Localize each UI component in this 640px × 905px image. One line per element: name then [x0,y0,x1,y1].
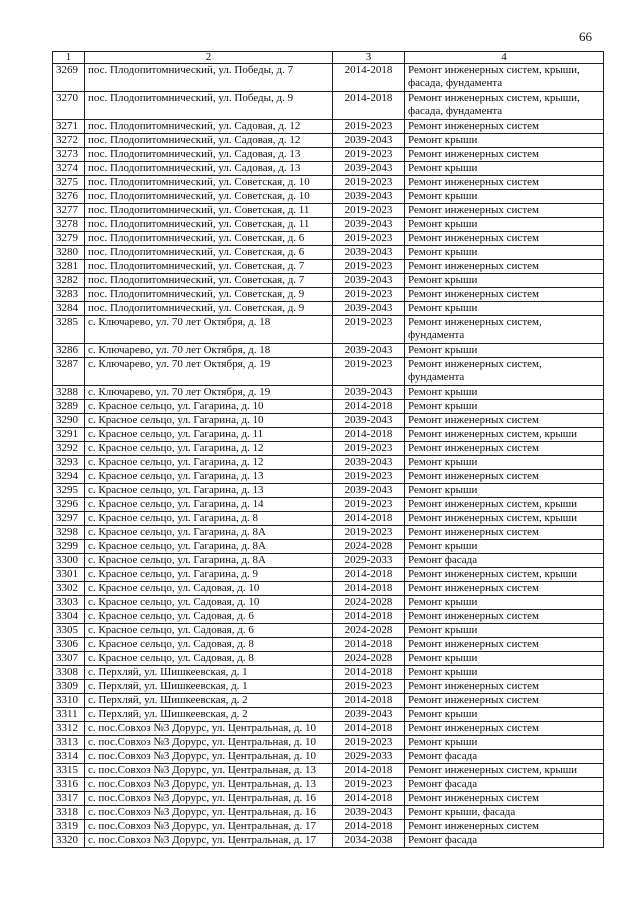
work-type-cell: Ремонт крыши [405,344,604,358]
address-cell: пос. Плодопитомнический, ул. Советская, д. 7 [85,274,333,288]
row-number-cell: 3315 [53,764,85,778]
work-type-cell: Ремонт крыши [405,624,604,638]
table-row [53,820,604,834]
address-cell: с. пос.Совхоз №3 Дорурс, ул. Центральная, д. 10 [85,750,333,764]
page-number: 66 [579,29,592,44]
table-row [53,386,604,400]
work-type-cell: Ремонт крыши [405,736,604,750]
work-type-cell: Ремонт инженерных систем [405,610,604,624]
period-cell: 2014-2018 [333,568,405,582]
row-number-cell: 3275 [53,176,85,190]
row-number-cell: 3300 [53,554,85,568]
address-cell: с. пос.Совхоз №3 Дорурс, ул. Центральная, д. 10 [85,736,333,750]
period-cell: 2014-2018 [333,638,405,652]
period-cell: 2039-2043 [333,386,405,400]
work-type-cell: Ремонт крыши [405,708,604,722]
work-type-cell: Ремонт инженерных систем [405,680,604,694]
row-number-cell: 3287 [53,358,85,386]
period-cell: 2014-2018 [333,610,405,624]
row-number-cell: 3273 [53,148,85,162]
row-number-cell: 3282 [53,274,85,288]
work-type-cell: Ремонт инженерных систем, крыши, фасада, фундамента [405,64,604,92]
period-cell: 2019-2023 [333,526,405,540]
work-type-cell: Ремонт крыши [405,134,604,148]
work-type-cell: Ремонт крыши [405,540,604,554]
period-cell: 2019-2023 [333,120,405,134]
table-row [53,456,604,470]
period-cell: 2014-2018 [333,666,405,680]
address-cell: с. Красное сельцо, ул. Садовая, д. 10 [85,596,333,610]
address-cell: с. Ключарево, ул. 70 лет Октября, д. 18 [85,316,333,344]
row-number-cell: 3316 [53,778,85,792]
table-row [53,232,604,246]
address-cell: пос. Плодопитомнический, ул. Советская, д. 10 [85,190,333,204]
address-cell: с. Красное сельцо, ул. Садовая, д. 8 [85,652,333,666]
row-number-cell: 3313 [53,736,85,750]
work-type-cell: Ремонт инженерных систем [405,694,604,708]
period-cell: 2014-2018 [333,92,405,120]
address-cell: с. пос.Совхоз №3 Дорурс, ул. Центральная, д. 10 [85,722,333,736]
work-type-cell: Ремонт крыши [405,190,604,204]
address-cell: пос. Плодопитомнический, ул. Советская, д. 9 [85,302,333,316]
table-row [53,666,604,680]
work-type-cell: Ремонт фасада [405,778,604,792]
work-type-cell: Ремонт инженерных систем [405,120,604,134]
table-row [53,260,604,274]
period-cell: 2019-2023 [333,778,405,792]
period-cell: 2019-2023 [333,176,405,190]
table-row [53,190,604,204]
table-row [53,554,604,568]
address-cell: пос. Плодопитомнический, ул. Садовая, д. 13 [85,162,333,176]
table-row [53,64,604,92]
work-type-cell: Ремонт фасада [405,750,604,764]
address-cell: с. Красное сельцо, ул. Гагарина, д. 14 [85,498,333,512]
period-cell: 2039-2043 [333,162,405,176]
address-cell: с. пос.Совхоз №3 Дорурс, ул. Центральная, д. 17 [85,820,333,834]
table-row [53,302,604,316]
address-cell: с. Красное сельцо, ул. Гагарина, д. 8А [85,526,333,540]
table-row [53,610,604,624]
work-type-cell: Ремонт инженерных систем, фундамента [405,316,604,344]
table-row [53,806,604,820]
table-row [53,750,604,764]
header-cell-3: 3 [333,52,405,64]
table-row [53,582,604,596]
work-type-cell: Ремонт инженерных систем [405,470,604,484]
period-cell: 2024-2028 [333,596,405,610]
table-row [53,358,604,386]
work-type-cell: Ремонт инженерных систем, крыши [405,498,604,512]
table-row [53,498,604,512]
address-cell: с. пос.Совхоз №3 Дорурс, ул. Центральная, д. 13 [85,764,333,778]
address-cell: пос. Плодопитомнический, ул. Советская, д. 9 [85,288,333,302]
work-type-cell: Ремонт крыши [405,246,604,260]
table-row [53,736,604,750]
work-type-cell: Ремонт инженерных систем, крыши [405,764,604,778]
address-cell: с. пос.Совхоз №3 Дорурс, ул. Центральная, д. 16 [85,806,333,820]
address-cell: с. Красное сельцо, ул. Гагарина, д. 9 [85,568,333,582]
period-cell: 2014-2018 [333,722,405,736]
row-number-cell: 3297 [53,512,85,526]
table-row [53,694,604,708]
row-number-cell: 3307 [53,652,85,666]
work-type-cell: Ремонт инженерных систем [405,414,604,428]
period-cell: 2039-2043 [333,274,405,288]
address-cell: с. пос.Совхоз №3 Дорурс, ул. Центральная, д. 16 [85,792,333,806]
address-cell: пос. Плодопитомнический, ул. Садовая, д. 12 [85,134,333,148]
work-type-cell: Ремонт инженерных систем, крыши, фасада, фундамента [405,92,604,120]
table-row [53,120,604,134]
work-type-cell: Ремонт инженерных систем [405,792,604,806]
row-number-cell: 3318 [53,806,85,820]
work-type-cell: Ремонт инженерных систем [405,722,604,736]
work-type-cell: Ремонт крыши [405,218,604,232]
address-cell: с. Перхляй, ул. Шишкеевская, д. 1 [85,680,333,694]
header-cell-2: 2 [85,52,333,64]
row-number-cell: 3301 [53,568,85,582]
work-type-cell: Ремонт инженерных систем [405,176,604,190]
address-cell: с. Красное сельцо, ул. Садовая, д. 10 [85,582,333,596]
period-cell: 2019-2023 [333,260,405,274]
period-cell: 2014-2018 [333,400,405,414]
table-row [53,316,604,344]
period-cell: 2039-2043 [333,190,405,204]
table-row [53,92,604,120]
row-number-cell: 3294 [53,470,85,484]
address-cell: с. Перхляй, ул. Шишкеевская, д. 2 [85,694,333,708]
period-cell: 2039-2043 [333,708,405,722]
row-number-cell: 3283 [53,288,85,302]
address-cell: пос. Плодопитомнический, ул. Советская, д. 11 [85,218,333,232]
work-type-cell: Ремонт крыши [405,400,604,414]
period-cell: 2039-2043 [333,246,405,260]
table-row [53,778,604,792]
period-cell: 2019-2023 [333,232,405,246]
period-cell: 2039-2043 [333,806,405,820]
address-cell: пос. Плодопитомнический, ул. Победы, д. 9 [85,92,333,120]
table-row [53,652,604,666]
address-cell: с. пос.Совхоз №3 Дорурс, ул. Центральная, д. 17 [85,834,333,848]
table-row [53,596,604,610]
header-cell-4: 4 [405,52,604,64]
table-row [53,540,604,554]
address-cell: с. пос.Совхоз №3 Дорурс, ул. Центральная, д. 13 [85,778,333,792]
table-row [53,218,604,232]
row-number-cell: 3269 [53,64,85,92]
row-number-cell: 3304 [53,610,85,624]
work-type-cell: Ремонт крыши [405,386,604,400]
address-cell: с. Ключарево, ул. 70 лет Октября, д. 19 [85,386,333,400]
address-cell: с. Красное сельцо, ул. Гагарина, д. 12 [85,456,333,470]
table-row [53,792,604,806]
period-cell: 2039-2043 [333,134,405,148]
row-number-cell: 3320 [53,834,85,848]
period-cell: 2039-2043 [333,302,405,316]
row-number-cell: 3281 [53,260,85,274]
row-number-cell: 3314 [53,750,85,764]
row-number-cell: 3309 [53,680,85,694]
period-cell: 2039-2043 [333,344,405,358]
address-cell: пос. Плодопитомнический, ул. Победы, д. 7 [85,64,333,92]
work-type-cell: Ремонт инженерных систем, крыши [405,428,604,442]
row-number-cell: 3291 [53,428,85,442]
work-type-cell: Ремонт фасада [405,834,604,848]
period-cell: 2019-2023 [333,358,405,386]
table-row [53,764,604,778]
table-row [53,148,604,162]
period-cell: 2019-2023 [333,442,405,456]
row-number-cell: 3319 [53,820,85,834]
work-type-cell: Ремонт фасада [405,554,604,568]
period-cell: 2039-2043 [333,414,405,428]
table-row [53,162,604,176]
work-type-cell: Ремонт инженерных систем [405,638,604,652]
address-cell: пос. Плодопитомнический, ул. Советская, д. 6 [85,232,333,246]
row-number-cell: 3296 [53,498,85,512]
work-type-cell: Ремонт инженерных систем [405,232,604,246]
address-cell: с. Красное сельцо, ул. Гагарина, д. 10 [85,414,333,428]
row-number-cell: 3290 [53,414,85,428]
table-row [53,414,604,428]
table-row [53,512,604,526]
table-row [53,722,604,736]
address-cell: пос. Плодопитомнический, ул. Советская, д. 11 [85,204,333,218]
row-number-cell: 3289 [53,400,85,414]
work-type-cell: Ремонт инженерных систем, крыши [405,568,604,582]
table-row [53,708,604,722]
address-cell: с. Красное сельцо, ул. Гагарина, д. 10 [85,400,333,414]
period-cell: 2014-2018 [333,582,405,596]
period-cell: 2014-2018 [333,694,405,708]
table-row [53,680,604,694]
work-type-cell: Ремонт крыши [405,274,604,288]
address-cell: пос. Плодопитомнический, ул. Садовая, д. 12 [85,120,333,134]
work-type-cell: Ремонт крыши [405,302,604,316]
table-row [53,568,604,582]
work-type-cell: Ремонт инженерных систем [405,148,604,162]
period-cell: 2019-2023 [333,316,405,344]
work-type-cell: Ремонт инженерных систем [405,288,604,302]
row-number-cell: 3295 [53,484,85,498]
work-type-cell: Ремонт инженерных систем [405,442,604,456]
header-cell-1: 1 [53,52,85,64]
row-number-cell: 3276 [53,190,85,204]
row-number-cell: 3292 [53,442,85,456]
row-number-cell: 3278 [53,218,85,232]
period-cell: 2014-2018 [333,792,405,806]
table-row [53,176,604,190]
address-cell: с. Красное сельцо, ул. Гагарина, д. 12 [85,442,333,456]
table-row [53,204,604,218]
period-cell: 2019-2023 [333,148,405,162]
period-cell: 2029-2033 [333,750,405,764]
work-type-cell: Ремонт инженерных систем, крыши [405,512,604,526]
period-cell: 2019-2023 [333,470,405,484]
period-cell: 2024-2028 [333,540,405,554]
row-number-cell: 3271 [53,120,85,134]
period-cell: 2029-2033 [333,554,405,568]
address-cell: пос. Плодопитомнический, ул. Советская, д. 6 [85,246,333,260]
table-row [53,470,604,484]
period-cell: 2039-2043 [333,484,405,498]
address-cell: пос. Плодопитомнический, ул. Советская, д. 7 [85,260,333,274]
row-number-cell: 3274 [53,162,85,176]
row-number-cell: 3299 [53,540,85,554]
address-cell: с. Красное сельцо, ул. Садовая, д. 6 [85,624,333,638]
table-row [53,442,604,456]
address-cell: с. Красное сельцо, ул. Гагарина, д. 13 [85,484,333,498]
period-cell: 2019-2023 [333,736,405,750]
period-cell: 2039-2043 [333,456,405,470]
address-cell: с. Красное сельцо, ул. Гагарина, д. 8 [85,512,333,526]
period-cell: 2019-2023 [333,680,405,694]
address-cell: пос. Плодопитомнический, ул. Садовая, д. 13 [85,148,333,162]
row-number-cell: 3305 [53,624,85,638]
work-type-cell: Ремонт крыши [405,484,604,498]
row-number-cell: 3308 [53,666,85,680]
table-row [53,638,604,652]
period-cell: 2014-2018 [333,64,405,92]
table-row [53,246,604,260]
row-number-cell: 3303 [53,596,85,610]
row-number-cell: 3310 [53,694,85,708]
header-row [53,52,604,64]
row-number-cell: 3286 [53,344,85,358]
period-cell: 2024-2028 [333,652,405,666]
period-cell: 2014-2018 [333,820,405,834]
period-cell: 2019-2023 [333,288,405,302]
work-type-cell: Ремонт крыши [405,596,604,610]
row-number-cell: 3311 [53,708,85,722]
table-row [53,274,604,288]
table-row [53,344,604,358]
table-row [53,400,604,414]
period-cell: 2014-2018 [333,512,405,526]
work-type-cell: Ремонт инженерных систем [405,582,604,596]
address-cell: с. Ключарево, ул. 70 лет Октября, д. 19 [85,358,333,386]
row-number-cell: 3285 [53,316,85,344]
period-cell: 2024-2028 [333,624,405,638]
period-cell: 2014-2018 [333,428,405,442]
address-cell: с. Красное сельцо, ул. Гагарина, д. 13 [85,470,333,484]
table-row [53,834,604,848]
row-number-cell: 3288 [53,386,85,400]
address-cell: с. Красное сельцо, ул. Гагарина, д. 8А [85,554,333,568]
row-number-cell: 3293 [53,456,85,470]
table-row [53,134,604,148]
address-cell: с. Красное сельцо, ул. Гагарина, д. 11 [85,428,333,442]
work-type-cell: Ремонт инженерных систем, фундамента [405,358,604,386]
table-row [53,484,604,498]
work-type-cell: Ремонт крыши [405,162,604,176]
row-number-cell: 3279 [53,232,85,246]
work-type-cell: Ремонт инженерных систем [405,260,604,274]
address-cell: с. Ключарево, ул. 70 лет Октября, д. 18 [85,344,333,358]
row-number-cell: 3277 [53,204,85,218]
row-number-cell: 3270 [53,92,85,120]
work-type-cell: Ремонт инженерных систем [405,204,604,218]
period-cell: 2014-2018 [333,764,405,778]
address-cell: с. Перхляй, ул. Шишкеевская, д. 2 [85,708,333,722]
work-type-cell: Ремонт крыши [405,666,604,680]
repair-schedule-table [52,51,604,848]
row-number-cell: 3298 [53,526,85,540]
period-cell: 2034-2038 [333,834,405,848]
table-row [53,428,604,442]
row-number-cell: 3272 [53,134,85,148]
address-cell: с. Перхляй, ул. Шишкеевская, д. 1 [85,666,333,680]
row-number-cell: 3312 [53,722,85,736]
table-row [53,288,604,302]
address-cell: с. Красное сельцо, ул. Садовая, д. 6 [85,610,333,624]
table-row [53,624,604,638]
work-type-cell: Ремонт инженерных систем [405,526,604,540]
row-number-cell: 3317 [53,792,85,806]
table-row [53,526,604,540]
row-number-cell: 3302 [53,582,85,596]
row-number-cell: 3280 [53,246,85,260]
address-cell: с. Красное сельцо, ул. Гагарина, д. 8А [85,540,333,554]
period-cell: 2019-2023 [333,204,405,218]
work-type-cell: Ремонт инженерных систем [405,820,604,834]
row-number-cell: 3284 [53,302,85,316]
work-type-cell: Ремонт крыши, фасада [405,806,604,820]
address-cell: пос. Плодопитомнический, ул. Советская, д. 10 [85,176,333,190]
work-type-cell: Ремонт крыши [405,652,604,666]
period-cell: 2019-2023 [333,498,405,512]
row-number-cell: 3306 [53,638,85,652]
address-cell: с. Красное сельцо, ул. Садовая, д. 8 [85,638,333,652]
period-cell: 2039-2043 [333,218,405,232]
work-type-cell: Ремонт крыши [405,456,604,470]
